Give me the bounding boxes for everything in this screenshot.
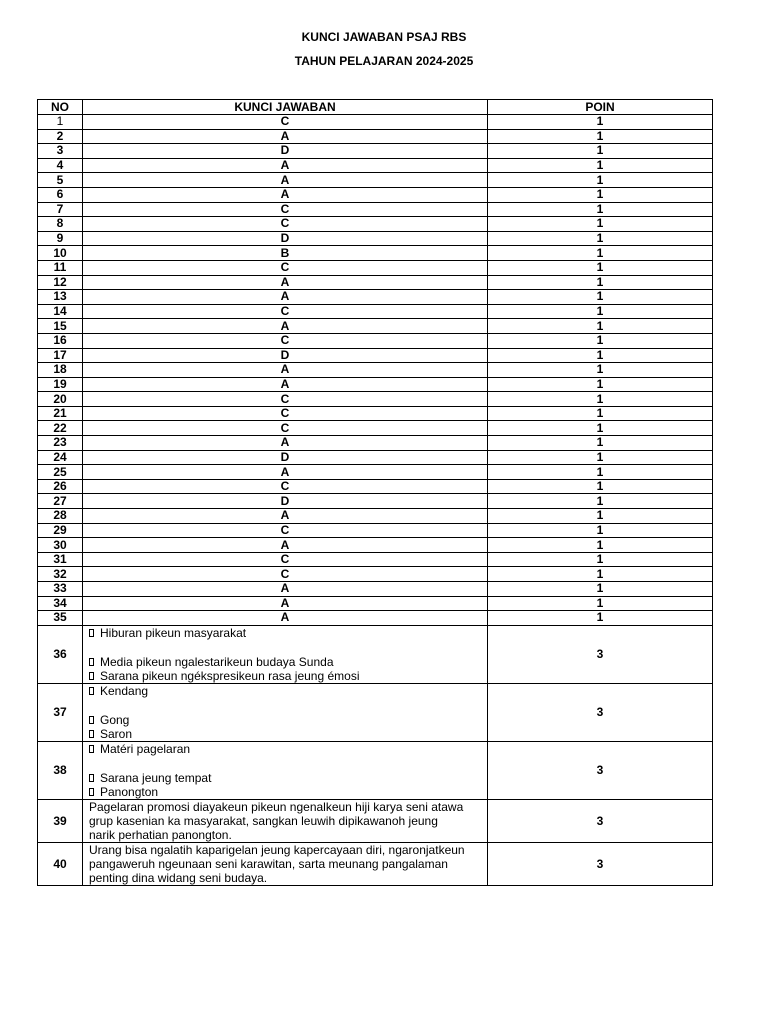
row-points: 1 [488,144,713,159]
table-row [38,202,713,217]
row-points: 1 [488,260,713,275]
essay-answer [83,683,488,741]
row-points: 1 [488,173,713,188]
answer-key: C [83,202,488,217]
row-number: 1 [38,115,83,130]
answer-key: A [83,377,488,392]
row-number: 4 [38,158,83,173]
row-number: 32 [38,567,83,582]
table-row [38,421,713,436]
bullet-spacer [89,640,487,655]
answer-key: A [83,611,488,626]
bullet-icon [89,716,94,724]
row-number: 18 [38,363,83,378]
row-points: 1 [488,348,713,363]
row-number: 22 [38,421,83,436]
answer-key: C [83,217,488,232]
table-row [38,392,713,407]
row-points: 1 [488,319,713,334]
table-row [38,333,713,348]
row-number: 40 [38,842,83,885]
row-points: 3 [488,741,713,799]
row-points: 1 [488,290,713,305]
essay-answer [83,799,488,842]
answer-key: C [83,552,488,567]
row-points: 1 [488,129,713,144]
answer-key: B [83,246,488,261]
essay-answer [83,842,488,885]
row-points: 1 [488,377,713,392]
row-number: 38 [38,741,83,799]
table-row [38,567,713,582]
row-points: 3 [488,799,713,842]
table-row [38,582,713,597]
row-number: 11 [38,260,83,275]
answer-key: D [83,144,488,159]
answer-key: D [83,231,488,246]
row-number: 27 [38,494,83,509]
row-number: 36 [38,625,83,683]
bullet-item [89,669,487,683]
column-header-poin: POIN [488,100,713,115]
bullet-icon [89,658,94,666]
row-points: 3 [488,842,713,885]
row-points: 1 [488,523,713,538]
answer-key: A [83,596,488,611]
row-points: 1 [488,567,713,582]
column-header-kunci-jawaban: KUNCI JAWABAN [83,100,488,115]
table-row [38,217,713,232]
answer-key: C [83,392,488,407]
table-row [38,129,713,144]
bullet-item [89,655,487,669]
bullet-text: Panongton [100,784,159,799]
row-points: 1 [488,494,713,509]
row-number: 35 [38,611,83,626]
row-points: 1 [488,187,713,202]
row-points: 1 [488,552,713,567]
answer-key: C [83,304,488,319]
row-points: 1 [488,333,713,348]
row-points: 1 [488,582,713,597]
row-number: 13 [38,290,83,305]
table-row [38,144,713,159]
row-number: 30 [38,538,83,553]
row-number: 31 [38,552,83,567]
table-row [38,187,713,202]
bullet-item [89,713,487,727]
row-number: 15 [38,319,83,334]
table-row [38,523,713,538]
row-number: 34 [38,596,83,611]
answer-key: A [83,290,488,305]
bullet-text: Sarana pikeun ngékspresikeun rasa jeung émosi [100,668,360,683]
row-points: 1 [488,611,713,626]
table-row [38,625,713,683]
document-subtitle: TAHUN PELAJARAN 2024-2025 [294,54,474,68]
table-row [38,552,713,567]
answer-key: C [83,567,488,582]
table-row [38,377,713,392]
row-number: 3 [38,144,83,159]
row-number: 9 [38,231,83,246]
row-number: 28 [38,509,83,524]
document-title: KUNCI JAWABAN PSAJ RBS [301,30,467,44]
bullet-item [89,785,487,799]
bullet-item [89,742,487,756]
row-points: 1 [488,538,713,553]
row-number: 6 [38,187,83,202]
essay-answer [83,741,488,799]
answer-key: D [83,348,488,363]
table-row [38,304,713,319]
table-row [38,465,713,480]
bullet-icon [89,788,94,796]
row-number: 16 [38,333,83,348]
essay-answer [83,625,488,683]
row-number: 10 [38,246,83,261]
table-row [38,231,713,246]
answer-key: A [83,129,488,144]
answer-key-table [37,99,713,886]
table-row [38,741,713,799]
row-number: 33 [38,582,83,597]
bullet-spacer [89,756,487,771]
bullet-spacer [89,698,487,713]
row-points: 1 [488,363,713,378]
table-row [38,538,713,553]
row-number: 7 [38,202,83,217]
table-header-row [38,100,713,115]
table-row [38,319,713,334]
bullet-text: Kendang [100,683,149,698]
answer-key: A [83,465,488,480]
row-points: 1 [488,436,713,451]
table-row [38,479,713,494]
table-row [38,436,713,451]
bullet-item [89,684,487,698]
table-row [38,799,713,842]
table-row [38,494,713,509]
answer-key: A [83,319,488,334]
row-points: 1 [488,421,713,436]
row-points: 3 [488,625,713,683]
answer-key: A [83,363,488,378]
row-points: 1 [488,479,713,494]
table-body [38,115,713,886]
row-number: 37 [38,683,83,741]
row-number: 39 [38,799,83,842]
table-row [38,683,713,741]
bullet-item [89,626,487,640]
answer-key: A [83,582,488,597]
row-points: 1 [488,392,713,407]
table-row [38,406,713,421]
bullet-icon [89,629,94,637]
answer-key: D [83,450,488,465]
bullet-text: Gong [100,712,130,727]
row-number: 14 [38,304,83,319]
answer-key: C [83,421,488,436]
answer-key: A [83,173,488,188]
table-row [38,158,713,173]
bullet-icon [89,730,94,738]
answer-key: C [83,523,488,538]
row-points: 3 [488,683,713,741]
answer-key: A [83,275,488,290]
answer-key: A [83,187,488,202]
row-points: 1 [488,275,713,290]
row-number: 2 [38,129,83,144]
answer-key: A [83,538,488,553]
answer-key: C [83,406,488,421]
row-points: 1 [488,246,713,261]
table-row [38,348,713,363]
row-points: 1 [488,158,713,173]
column-header-no: NO [38,100,83,115]
bullet-icon [89,745,94,753]
row-points: 1 [488,217,713,232]
row-points: 1 [488,202,713,217]
table-row [38,275,713,290]
answer-key: C [83,333,488,348]
bullet-text: Hiburan pikeun masyarakat [100,625,247,640]
bullet-item [89,771,487,785]
answer-key: C [83,260,488,275]
essay-text: Pagelaran promosi diayakeun pikeun ngenalkeun hiji karya seni atawa grup kasenian ka masyarakat, sangkan leuwih dipikawanoh jeung narik perhatian panongton. [89,799,464,842]
table-row [38,509,713,524]
row-points: 1 [488,115,713,130]
bullet-text: Saron [100,726,133,741]
row-number: 23 [38,436,83,451]
table-row [38,450,713,465]
row-number: 17 [38,348,83,363]
row-points: 1 [488,304,713,319]
row-points: 1 [488,596,713,611]
table-row [38,115,713,130]
table-row [38,290,713,305]
essay-text: Urang bisa ngalatih kaparigelan jeung kapercayaan diri, ngaronjatkeun pangaweruh ngeunaan seni karawitan, sarta meunang pangalaman penting dina widang seni budaya. [89,842,465,885]
answer-key: A [83,509,488,524]
bullet-text: Matéri pagelaran [100,741,191,756]
row-points: 1 [488,465,713,480]
table-row [38,611,713,626]
row-number: 12 [38,275,83,290]
row-number: 24 [38,450,83,465]
row-number: 20 [38,392,83,407]
row-points: 1 [488,406,713,421]
answer-key: D [83,494,488,509]
bullet-item [89,727,487,741]
answer-key: A [83,158,488,173]
row-points: 1 [488,509,713,524]
bullet-text: Sarana jeung tempat [100,770,212,785]
table-row [38,842,713,885]
row-number: 8 [38,217,83,232]
table-row [38,173,713,188]
bullet-icon [89,774,94,782]
table-row [38,246,713,261]
bullet-text: Media pikeun ngalestarikeun budaya Sunda [100,654,334,669]
table-row [38,363,713,378]
row-number: 29 [38,523,83,538]
answer-key: A [83,436,488,451]
table-row [38,260,713,275]
answer-key: C [83,479,488,494]
row-number: 26 [38,479,83,494]
answer-key: C [83,115,488,130]
row-number: 5 [38,173,83,188]
bullet-icon [89,687,94,695]
row-points: 1 [488,450,713,465]
bullet-icon [89,672,94,680]
row-number: 25 [38,465,83,480]
row-number: 19 [38,377,83,392]
row-points: 1 [488,231,713,246]
row-number: 21 [38,406,83,421]
table-row [38,596,713,611]
